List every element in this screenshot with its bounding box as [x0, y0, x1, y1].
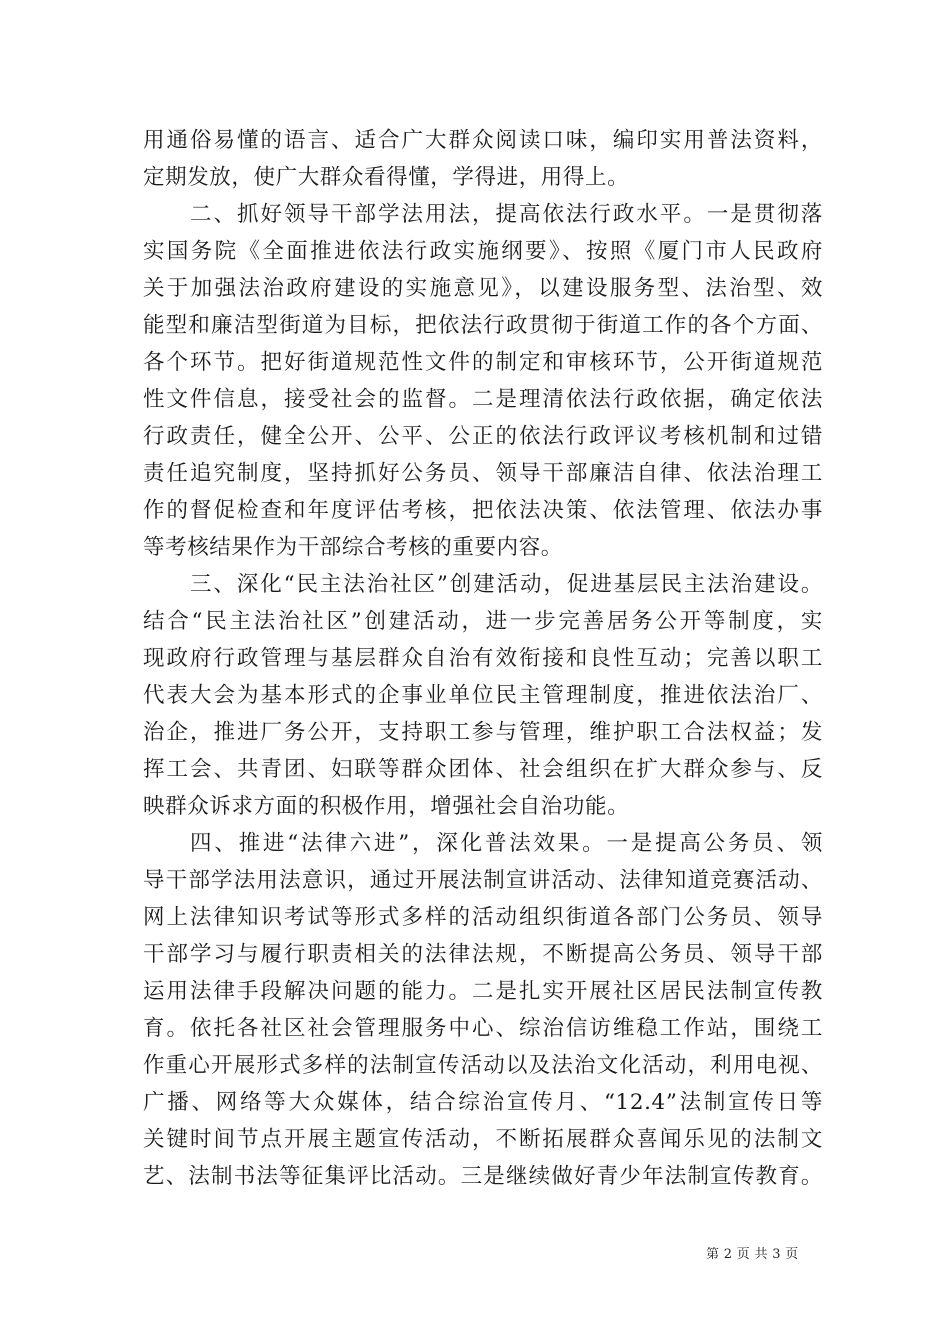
- body-line: 代表大会为基本形式的企事业单位民主管理制度，推进依法治厂、: [143, 683, 823, 708]
- body-line: 等考核结果作为干部综合考核的重要内容。: [143, 535, 563, 560]
- body-line: 导干部学法用法意识，通过开展法制宣讲活动、法律知道竞赛活动、: [143, 868, 823, 893]
- body-line: 干部学习与履行职责相关的法律法规，不断提高公务员、领导干部: [143, 942, 823, 967]
- body-line: 用通俗易懂的语言、适合广大群众阅读口味，编印实用普法资料，: [143, 128, 823, 153]
- paragraph-2-start: 二、抓好领导干部学法用法，提高依法行政水平。一是贯彻落: [190, 202, 823, 227]
- body-line: 广播、网络等大众媒体，结合综治宣传月、“12.4”法制宣传日等: [143, 1090, 823, 1115]
- body-line: 能型和廉洁型街道为目标，把依法行政贯彻于街道工作的各个方面、: [143, 313, 823, 338]
- paragraph-4-start: 四、推进“法律六进”，深化普法效果。一是提高公务员、领: [190, 831, 823, 856]
- page-number-footer: 第 2 页 共 3 页: [706, 1247, 799, 1262]
- body-line: 艺、法制书法等征集评比活动。三是继续做好青少年法制宣传教育。: [143, 1164, 823, 1189]
- body-line: 网上法律知识考试等形式多样的活动组织街道各部门公务员、领导: [143, 905, 823, 930]
- body-line: 育。依托各社区社会管理服务中心、综治信访维稳工作站，围绕工: [143, 1016, 823, 1041]
- body-line: 性文件信息，接受社会的监督。二是理清依法行政依据，确定依法: [143, 387, 823, 412]
- body-line: 运用法律手段解决问题的能力。二是扎实开展社区居民法制宣传教: [143, 979, 823, 1004]
- body-line: 现政府行政管理与基层群众自治有效衔接和良性互动；完善以职工: [143, 646, 823, 671]
- body-line: 作的督促检查和年度评估考核，把依法决策、依法管理、依法办事: [143, 498, 823, 523]
- body-line: 各个环节。把好街道规范性文件的制定和审核环节，公开街道规范: [143, 350, 823, 375]
- body-line: 关于加强法治政府建设的实施意见》，以建设服务型、法治型、效: [143, 276, 823, 301]
- body-line: 实国务院《全面推进依法行政实施纲要》、按照《厦门市人民政府: [143, 239, 823, 264]
- body-line: 映群众诉求方面的积极作用，增强社会自治功能。: [143, 794, 630, 819]
- body-line: 作重心开展形式多样的法制宣传活动以及法治文化活动，利用电视、: [143, 1053, 823, 1078]
- paragraph-3-start: 三、深化“民主法治社区”创建活动，促进基层民主法治建设。: [190, 572, 823, 597]
- body-line: 定期发放，使广大群众看得懂，学得进，用得上。: [143, 165, 630, 190]
- body-line: 结合“民主法治社区”创建活动，进一步完善居务公开等制度，实: [143, 609, 823, 634]
- body-line: 行政责任，健全公开、公平、公正的依法行政评议考核机制和过错: [143, 424, 823, 449]
- body-line: 挥工会、共青团、妇联等群众团体、社会组织在扩大群众参与、反: [143, 757, 823, 782]
- body-line: 关键时间节点开展主题宣传活动，不断拓展群众喜闻乐见的法制文: [143, 1127, 823, 1152]
- body-line: 治企，推进厂务公开，支持职工参与管理，维护职工合法权益；发: [143, 720, 823, 745]
- body-line: 责任追究制度，坚持抓好公务员、领导干部廉洁自律、依法治理工: [143, 461, 823, 486]
